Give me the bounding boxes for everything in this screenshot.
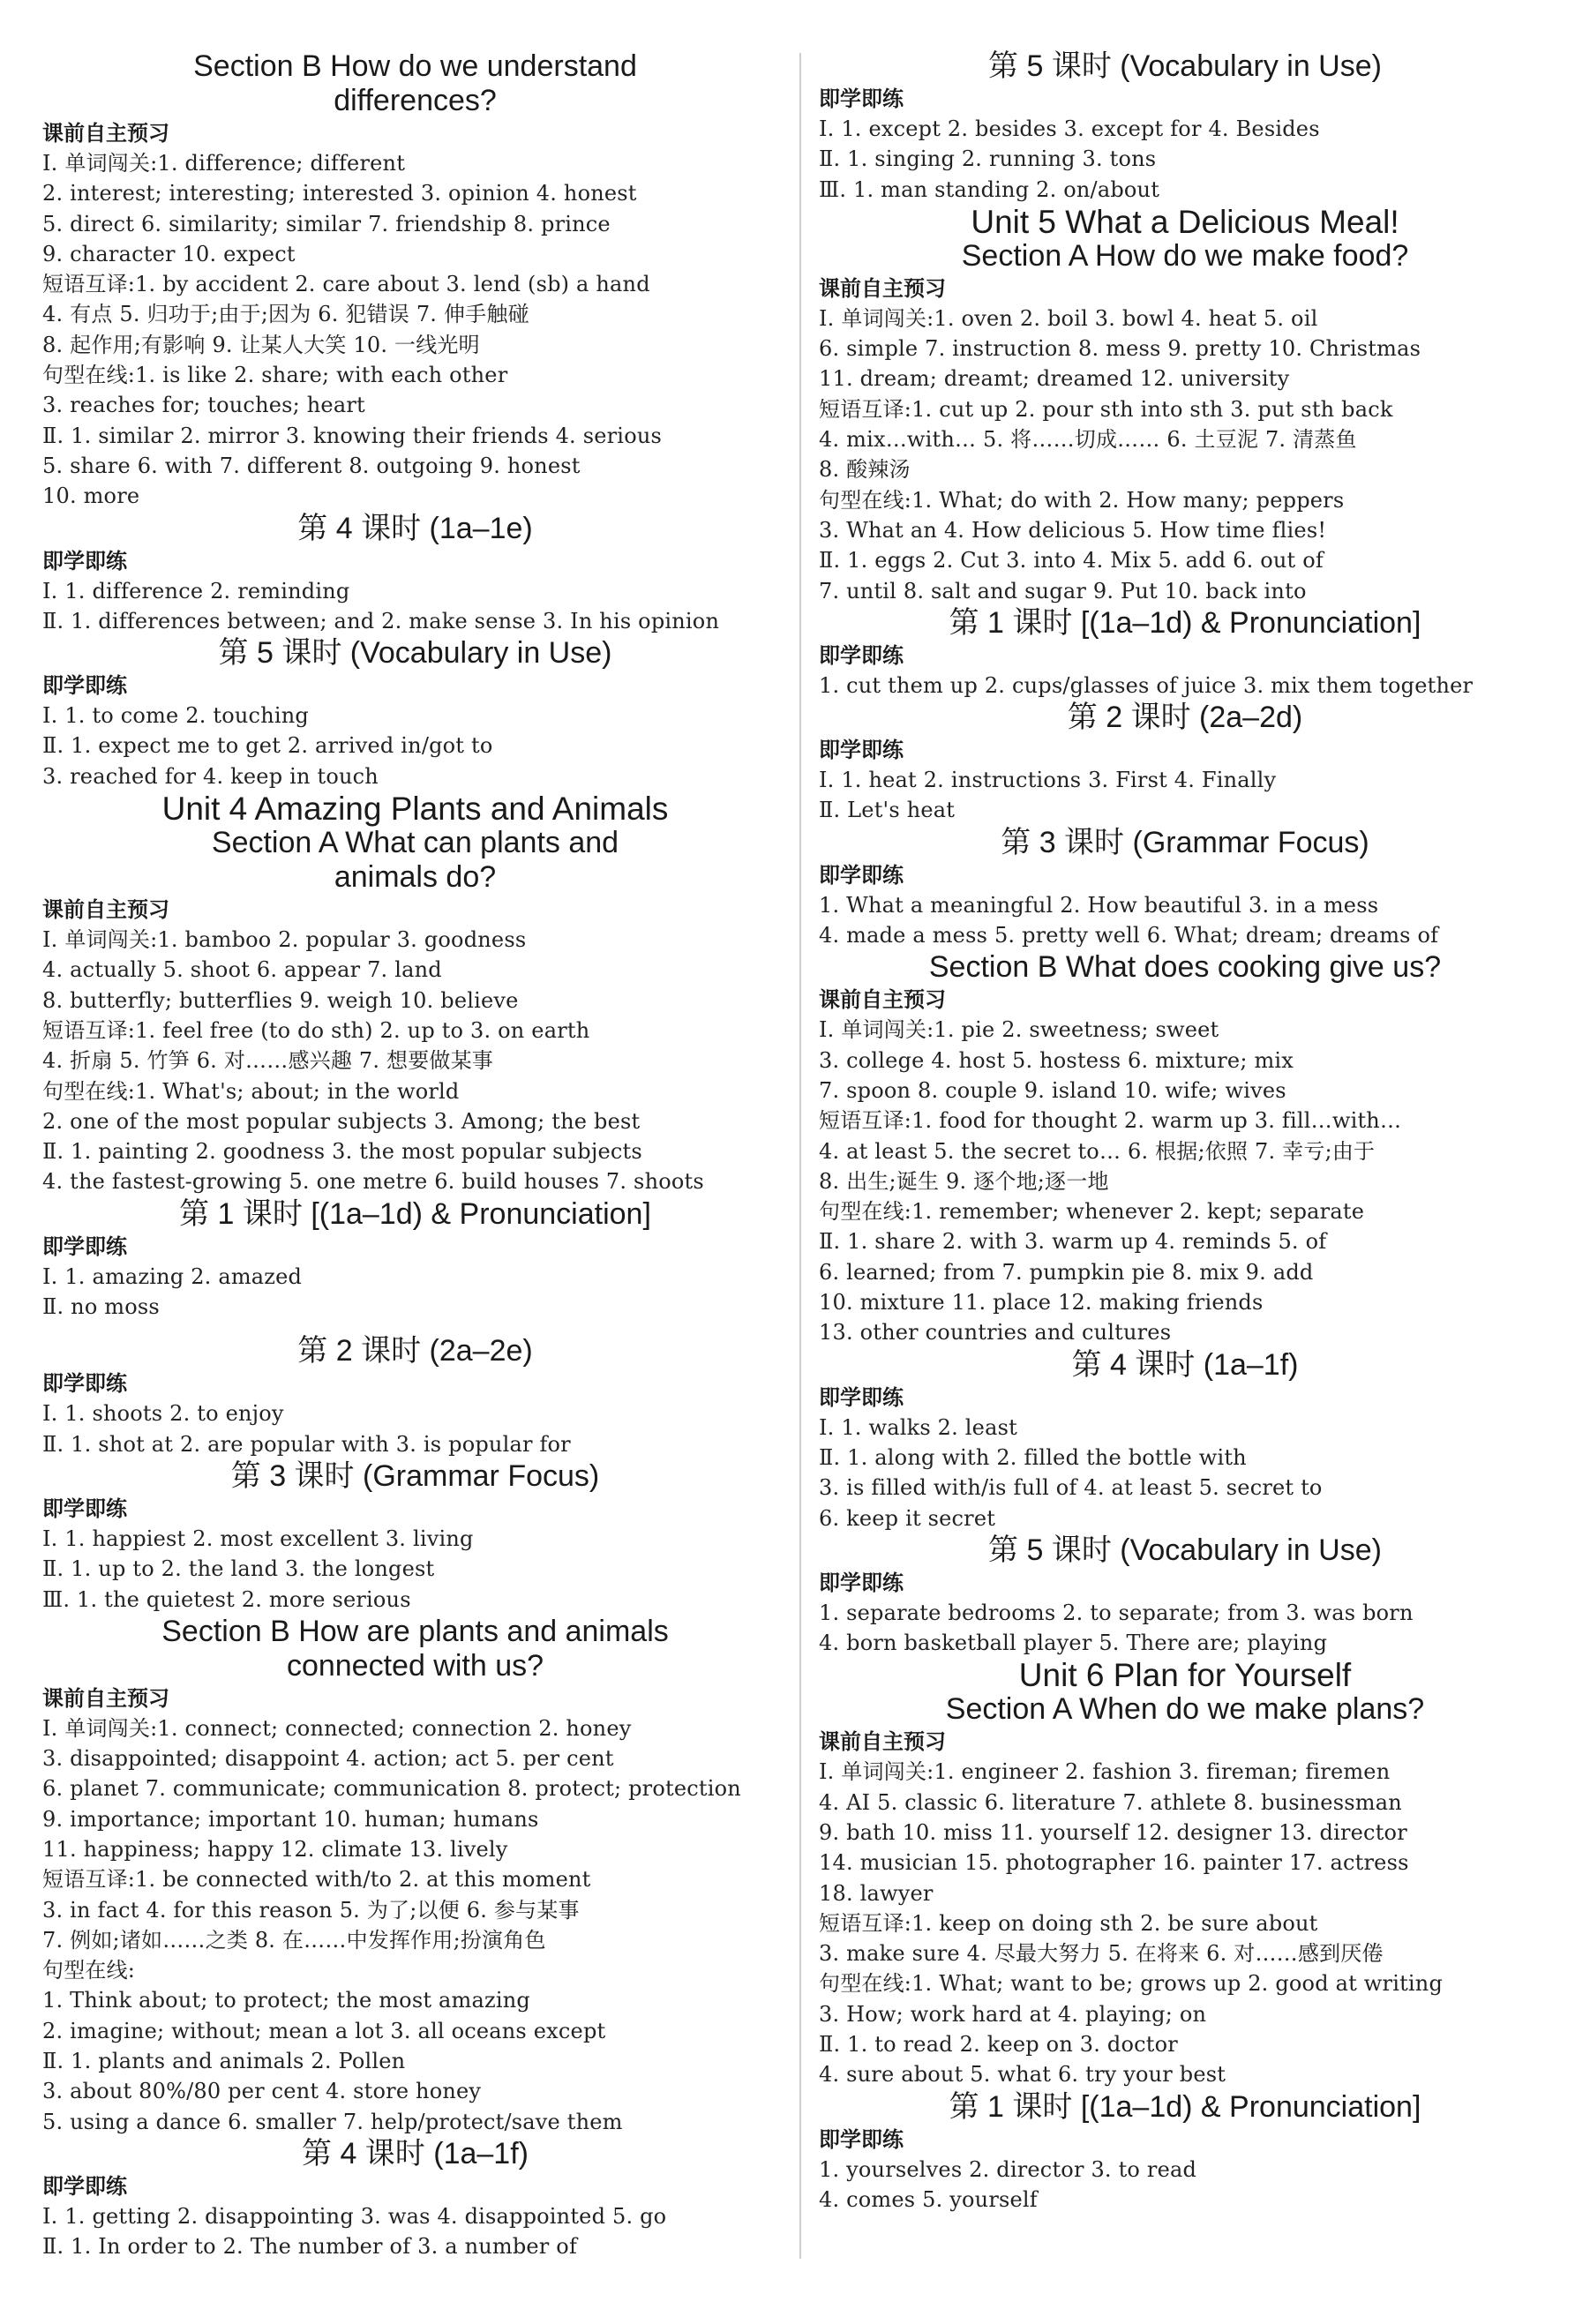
section-heading-4-1a-1f: 第 4 课时 (1a–1f) [1071,1347,1299,1382]
answer-line: Ⅱ. 1. along with 2. filled the bottle with [819,1444,1247,1470]
exercise-label: 即学即练 [819,862,904,888]
answer-line: 3. disappointed; disappoint 4. action; act 5. per cent [42,1746,614,1772]
answer-line: 6. learned; from 7. pumpkin pie 8. mix 9. add [819,1259,1314,1285]
answer-line: 14. musician 15. photographer 16. painter 17. actress [819,1850,1409,1876]
exercise-label: 即学即练 [42,548,127,574]
right-column [819,49,1551,2215]
exercise-label: 课前自主预习 [819,275,946,301]
answer-line: Ⅰ. 1. walks 2. least [819,1414,1017,1440]
answer-line: 7. spoon 8. couple 9. island 10. wife; wives [819,1077,1286,1103]
section-heading-section-a-when-do-we-make-plans: Section A When do we make plans? [945,1692,1425,1727]
answer-line: 8. 酸辣汤 [819,457,911,483]
answer-line: 7. 例如;诸如……之类 8. 在……中发挥作用;扮演角色 [42,1927,546,1953]
answer-line: 8. 起作用;有影响 9. 让某人大笑 10. 一线光明 [42,332,480,357]
answer-line: 9. importance; important 10. human; humans [42,1806,539,1832]
answer-line: 3. about 80%/80 per cent 4. store honey [42,2079,482,2104]
answer-line: 2. one of the most popular subjects 3. Among; the best [42,1108,641,1134]
exercise-label: 课前自主预习 [42,1685,169,1711]
section-heading-section-b-what-does-cooking-give-us: Section B What does cooking give us? [928,950,1442,985]
answer-line: 3. make sure 4. 尽最大努力 5. 在将来 6. 对……感到厌倦 [819,1941,1384,1967]
answer-line: Ⅰ. 1. to come 2. touching [42,703,309,729]
answer-line: 5. share 6. with 7. different 8. outgoing 9. honest [42,453,581,478]
section-heading-section-b-how-are-plants-and-animals: Section B How are plants and animals [161,1614,669,1648]
exercise-label: 即学即练 [819,1570,904,1595]
answer-line: 5. direct 6. similarity; similar 7. friendship 8. prince [42,211,611,236]
section-heading-5-vocabulary-in-use: 第 5 课时 (Vocabulary in Use) [218,636,612,671]
answer-line: Ⅱ. 1. expect me to get 2. arrived in/got to [42,733,493,759]
answer-line: 3. What an 4. How delicious 5. How time flies! [819,517,1327,543]
answer-line: 4. comes 5. yourself [819,2186,1038,2212]
answer-line: 6. keep it secret [819,1505,996,1531]
answer-line: Ⅱ. 1. shot at 2. are popular with 3. is popular for [42,1431,571,1457]
answer-line: Ⅱ. 1. In order to 2. The number of 3. a number of [42,2234,578,2260]
answer-line: 3. reached for 4. keep in touch [42,763,379,789]
answer-line: 11. dream; dreamt; dreamed 12. university [819,366,1290,392]
section-heading-section-b-how-do-we-understand: Section B How do we understand [193,49,637,83]
answer-line: 4. 折扇 5. 竹笋 6. 对……感兴趣 7. 想要做某事 [42,1048,493,1074]
exercise-label: 即学即练 [819,2126,904,2152]
exercise-label: 课前自主预习 [819,987,946,1013]
answer-line: 3. How; work hard at 4. playing; on [819,2001,1207,2027]
left-column [42,49,788,2262]
answer-line: 10. more [42,484,140,509]
answer-line: 9. character 10. expect [42,241,296,266]
section-heading-2-2a-2d: 第 2 课时 (2a–2d) [1067,701,1303,735]
exercise-label: 即学即练 [819,1384,904,1410]
section-heading-differences: differences? [334,84,497,117]
answer-line: Ⅰ. 单词闯关:1. oven 2. boil 3. bowl 4. heat 5. oil [819,305,1318,331]
exercise-label: 课前自主预习 [42,897,169,923]
answer-line: 3. college 4. host 5. hostess 6. mixture; mix [819,1047,1294,1073]
exercise-label: 即学即练 [819,738,904,763]
exercise-label: 即学即练 [42,1371,127,1397]
answer-line: Ⅰ. 1. difference 2. reminding [42,578,350,603]
answer-line: 3. in fact 4. for this reason 5. 为了;以便 6. 参与某事 [42,1897,580,1923]
answer-line: 短语互译:1. food for thought 2. warm up 3. fill…with… [819,1108,1402,1134]
answer-line: 8. 出生;诞生 9. 逐个地;逐一地 [819,1168,1109,1194]
answer-line: Ⅲ. 1. the quietest 2. more serious [42,1586,411,1612]
section-heading-unit-4-amazing-plants-and-animals: Unit 4 Amazing Plants and Animals [161,791,669,828]
answer-line: Ⅰ. 1. happiest 2. most excellent 3. living [42,1526,474,1551]
answer-line: 句型在线:1. What; do with 2. How many; peppers [819,487,1345,513]
answer-line: Ⅱ. 1. painting 2. goodness 3. the most popular subjects [42,1139,642,1165]
answer-line: 5. using a dance 6. smaller 7. help/protect/save them [42,2109,623,2134]
answer-line: 短语互译:1. keep on doing sth 2. be sure about [819,1910,1318,1936]
answer-line: 句型在线:1. What; want to be; grows up 2. good at writing [819,1971,1444,1997]
answer-line: 1. Think about; to protect; the most amazing [42,1988,530,2013]
exercise-label: 即学即练 [42,1496,127,1521]
answer-line: Ⅰ. 单词闯关:1. pie 2. sweetness; sweet [819,1017,1219,1043]
answer-line: Ⅱ. no moss [42,1294,160,1320]
answer-line: 1. What a meaningful 2. How beautiful 3. in a mess [819,892,1379,918]
section-heading-4-1a-1e: 第 4 课时 (1a–1e) [297,511,533,545]
exercise-label: 课前自主预习 [819,1729,946,1755]
answer-line: 句型在线:1. What's; about; in the world [42,1078,460,1104]
section-heading-unit-6-plan-for-yourself: Unit 6 Plan for Yourself [1018,1657,1352,1694]
answer-line: Ⅱ. 1. up to 2. the land 3. the longest [42,1556,435,1582]
section-heading-section-a-what-can-plants-and: Section A What can plants and [211,826,619,860]
section-heading-2-2a-2e: 第 2 课时 (2a–2e) [297,1334,533,1368]
answer-line: 2. imagine; without; mean a lot 3. all oceans except [42,2018,606,2043]
exercise-label: 即学即练 [819,642,904,668]
answer-line: Ⅰ. 1. amazing 2. amazed [42,1263,303,1289]
answer-line: Ⅰ. 单词闯关:1. difference; different [42,151,406,176]
answer-line: 8. butterfly; butterflies 9. weigh 10. believe [42,987,519,1013]
answer-line: 短语互译:1. feel free (to do sth) 2. up to 3. on earth [42,1017,590,1043]
answer-line: 1. separate bedrooms 2. to separate; from 3. was born [819,1600,1414,1625]
answer-line: 4. at least 5. the secret to… 6. 根据;依照 7. 幸亏;由于 [819,1138,1376,1164]
answer-line: Ⅰ. 1. getting 2. disappointing 3. was 4. disappointed 5. go [42,2203,667,2229]
answer-line: 短语互译:1. by accident 2. care about 3. lend (sb) a hand [42,272,650,297]
answer-line: Ⅰ. 1. shoots 2. to enjoy [42,1401,284,1427]
spacer [42,1322,788,1334]
answer-line: 句型在线:1. is like 2. share; with each other [42,363,508,388]
answer-line: 短语互译:1. be connected with/to 2. at this moment [42,1867,591,1893]
answer-line: 4. mix…with… 5. 将……切成…… 6. 土豆泥 7. 清蒸鱼 [819,427,1357,453]
answer-line: 6. planet 7. communicate; communication 8. protect; protection [42,1776,741,1802]
exercise-label: 即学即练 [42,2173,127,2199]
column-divider [799,53,801,2259]
answer-line: Ⅰ. 单词闯关:1. bamboo 2. popular 3. goodness [42,927,527,953]
answer-line: 4. AI 5. classic 6. literature 7. athlete 8. businessman [819,1789,1402,1815]
answer-line: 13. other countries and cultures [819,1320,1172,1346]
answer-line: Ⅰ. 1. heat 2. instructions 3. First 4. Finally [819,768,1277,793]
section-heading-1-1a-1d-pronunciation: 第 1 课时 [(1a–1d) & Pronunciation] [949,2089,1421,2124]
section-heading-5-vocabulary-in-use: 第 5 课时 (Vocabulary in Use) [988,1533,1382,1567]
answer-line: Ⅲ. 1. man standing 2. on/about [819,176,1160,202]
answer-line: 1. yourselves 2. director 3. to read [819,2156,1197,2182]
answer-line: 11. happiness; happy 12. climate 13. lively [42,1836,508,1862]
answer-line: 2. interest; interesting; interested 3. opinion 4. honest [42,181,637,206]
answer-line: Ⅱ. Let's heat [819,798,956,823]
answer-line: 句型在线:1. remember; whenever 2. kept; separate [819,1199,1365,1225]
answer-line: Ⅱ. 1. plants and animals 2. Pollen [42,2049,406,2074]
section-heading-4-1a-1f: 第 4 课时 (1a–1f) [302,2136,529,2170]
answer-line: 4. born basketball player 5. There are; playing [819,1631,1328,1656]
answer-line: 3. is filled with/is full of 4. at least 5. secret to [819,1475,1323,1501]
answer-line: Ⅰ. 单词闯关:1. connect; connected; connection 2. honey [42,1715,632,1741]
answer-line: 9. bath 10. miss 11. yourself 12. designer 13. director [819,1819,1407,1845]
answer-line: 3. reaches for; touches; heart [42,393,365,418]
answer-line: 4. the fastest-growing 5. one metre 6. build houses 7. shoots [42,1169,704,1195]
section-heading-3-grammar-focus: 第 3 课时 (Grammar Focus) [230,1458,600,1493]
answer-line: Ⅱ. 1. similar 2. mirror 3. knowing their friends 4. serious [42,423,663,448]
section-heading-5-vocabulary-in-use: 第 5 课时 (Vocabulary in Use) [988,49,1382,83]
answer-line: Ⅰ. 单词闯关:1. engineer 2. fashion 3. fireman; firemen [819,1759,1391,1785]
answer-line: Ⅰ. 1. except 2. besides 3. except for 4. Besides [819,116,1320,141]
answer-line: 句型在线: [42,1958,136,1983]
answer-line: 7. until 8. salt and sugar 9. Put 10. back into [819,578,1307,603]
section-heading-animals-do: animals do? [334,860,497,895]
section-heading-connected-with-us: connected with us? [286,1648,544,1683]
answer-line: 1. cut them up 2. cups/glasses of juice 3. mix them together [819,672,1474,698]
exercise-label: 即学即练 [42,673,127,699]
answer-line: 4. made a mess 5. pretty well 6. What; dream; dreams of [819,923,1439,948]
answer-line: 4. actually 5. shoot 6. appear 7. land [42,957,442,983]
answer-line: 短语互译:1. cut up 2. pour sth into sth 3. put sth back [819,396,1393,422]
answer-line: Ⅱ. 1. differences between; and 2. make sense 3. In his opinion [42,608,720,633]
answer-line: 6. simple 7. instruction 8. mess 9. pretty 10. Christmas [819,336,1421,362]
exercise-label: 即学即练 [42,1233,127,1259]
section-heading-1-1a-1d-pronunciation: 第 1 课时 [(1a–1d) & Pronunciation] [949,605,1421,640]
answer-line: Ⅱ. 1. to read 2. keep on 3. doctor [819,2032,1178,2058]
answer-line: 4. sure about 5. what 6. try your best [819,2062,1226,2088]
section-heading-3-grammar-focus: 第 3 课时 (Grammar Focus) [1001,825,1369,859]
exercise-label: 即学即练 [819,86,904,111]
answer-line: 18. lawyer [819,1880,934,1906]
section-heading-unit-5-what-a-delicious-meal: Unit 5 What a Delicious Meal! [971,203,1399,240]
section-heading-section-a-how-do-we-make-food: Section A How do we make food? [961,238,1409,273]
answer-line: 10. mixture 11. place 12. making friends [819,1290,1264,1316]
answer-line: Ⅱ. 1. share 2. with 3. warm up 4. reminds 5. of [819,1229,1327,1255]
answer-line: Ⅱ. 1. eggs 2. Cut 3. into 4. Mix 5. add 6. out of [819,548,1324,574]
answer-line: 4. 有点 5. 归功于;由于;因为 6. 犯错误 7. 伸手触碰 [42,302,529,327]
answer-line: Ⅱ. 1. singing 2. running 3. tons [819,146,1157,172]
section-heading-1-1a-1d-pronunciation: 第 1 课时 [(1a–1d) & Pronunciation] [179,1196,651,1231]
exercise-label: 课前自主预习 [42,121,169,146]
